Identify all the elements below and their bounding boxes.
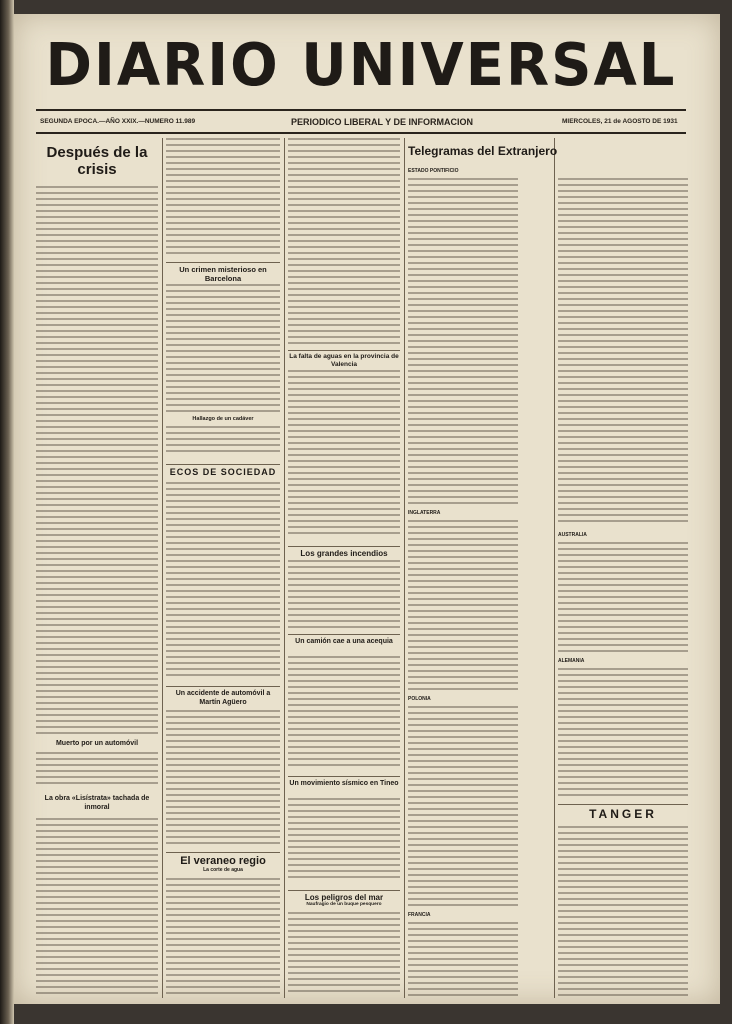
article-body: [288, 656, 400, 768]
headline-peligros-mar: Los peligros del mar: [304, 893, 384, 902]
article-body: [36, 186, 158, 736]
column-rule: [284, 138, 285, 998]
article-body: [558, 178, 688, 526]
headline-crimen-barcelona: Un crimen misterioso en Barcelona: [179, 265, 267, 283]
article-body: [408, 520, 518, 690]
column-3: [288, 138, 400, 998]
headline-lisistrata: La obra «Lisístrata» tachada de inmoral: [44, 795, 150, 811]
column-rule: [554, 138, 555, 998]
article-body: [36, 818, 158, 996]
column-1: [36, 138, 158, 998]
headline-veraneo-regio: El veraneo regio: [180, 855, 266, 867]
article-body: [166, 878, 280, 996]
headline-camion-acequia: Un camión cae a una acequia: [295, 638, 393, 645]
article-body: [408, 706, 518, 906]
headline-tanger: TANGER: [589, 807, 657, 821]
section-alemania: ALEMANIA: [558, 658, 585, 664]
section-estado-pontificio: ESTADO PONTIFICIO: [408, 168, 459, 174]
column-rule: [404, 138, 405, 998]
article-body: [288, 560, 400, 628]
article-body: [288, 370, 400, 538]
article-body: [166, 138, 280, 256]
article-body: [166, 482, 280, 678]
subhead-naufragio: Naufragio de un buque pesquero: [306, 902, 382, 907]
article-body: [558, 826, 688, 996]
section-inglaterra: INGLATERRA: [408, 510, 441, 516]
article-body: [36, 752, 158, 788]
edition-info: SEGUNDA EPOCA.—AÑO XXIX.—NUMERO 11.989: [40, 118, 196, 125]
issue-date: MIERCOLES, 21 de AGOSTO DE 1931: [562, 118, 678, 125]
headline-despues-crisis: Después de la crisis: [46, 144, 148, 178]
article-body: [288, 138, 400, 344]
article-body: [558, 668, 688, 796]
article-body: [408, 178, 518, 504]
article-body: [166, 710, 280, 844]
headline-telegramas: Telegramas del Extranjero: [408, 144, 558, 158]
subhead-hallazgo: Hallazgo de un cadáver: [192, 416, 254, 422]
column-4: [408, 138, 558, 998]
newspaper-page: [14, 14, 720, 1004]
masthead-rule-top: [36, 109, 686, 111]
headline-falta-aguas: La falta de aguas en la provincia de Valencia: [289, 353, 399, 368]
masthead-rule-bottom: [36, 132, 686, 134]
column-rule: [162, 138, 163, 998]
column-2: [166, 138, 280, 998]
section-polonia: POLONIA: [408, 696, 431, 702]
headline-movimiento-sismico: Un movimiento sísmico en Tineo: [289, 780, 399, 787]
article-body: [558, 542, 688, 652]
article-body: [166, 284, 280, 412]
subhead-corte-agua: La corte de agua: [203, 867, 243, 873]
article-body: [288, 912, 400, 996]
headline-grandes-incendios: Los grandes incendios: [300, 549, 388, 558]
column-5: [558, 138, 688, 998]
headline-accidente-aguero: Un accidente de automóvil a Martín Agüero: [175, 690, 271, 706]
book-spine: [0, 0, 14, 1024]
article-body: [166, 426, 280, 456]
article-body: [408, 922, 518, 996]
masthead-title: DIARIO UNIVERSAL: [45, 31, 677, 100]
paper-tagline: PERIODICO LIBERAL Y DE INFORMACION: [290, 117, 474, 127]
headline-ecos-sociedad: ECOS DE SOCIEDAD: [169, 467, 277, 477]
headline-muerto-automovil: Muerto por un automóvil: [55, 740, 139, 747]
section-australia: AUSTRALIA: [558, 532, 587, 538]
section-francia: FRANCIA: [408, 912, 431, 918]
article-body: [288, 798, 400, 882]
